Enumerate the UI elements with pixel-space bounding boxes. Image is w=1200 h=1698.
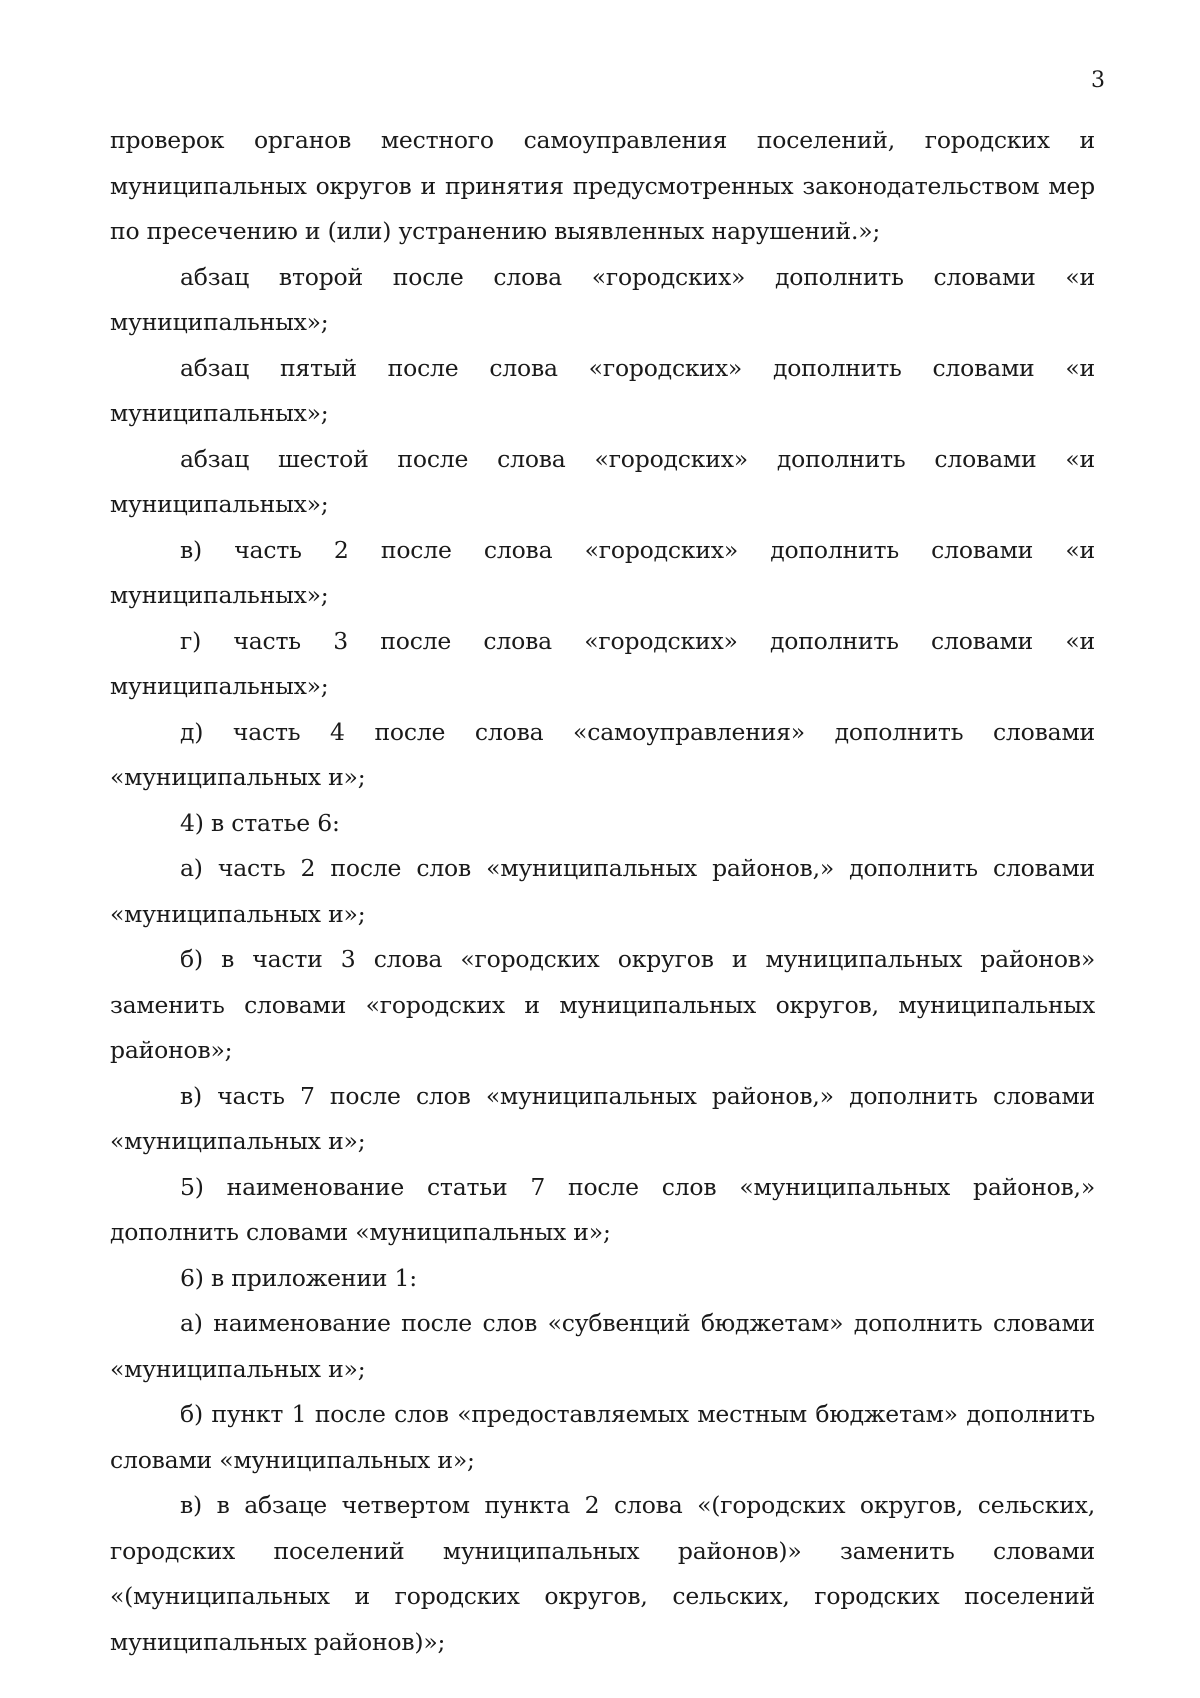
page-number: 3	[1091, 68, 1105, 93]
paragraph: абзац второй после слова «городских» дополнить словами «и муниципальных»;	[110, 262, 1095, 336]
paragraph: д) часть 4 после слова «самоуправления» дополнить словами «муниципальных и»;	[110, 717, 1095, 791]
paragraph: в) часть 2 после слова «городских» дополнить словами «и муниципальных»;	[110, 535, 1095, 609]
document-body	[110, 118, 1095, 1665]
paragraph: а) часть 2 после слов «муниципальных районов,» дополнить словами «муниципальных и»;	[110, 854, 1095, 928]
paragraph: г) часть 3 после слова «городских» дополнить словами «и муниципальных»;	[110, 626, 1095, 700]
paragraph: б) в части 3 слова «городских округов и муниципальных районов» заменить словами «городских и муниципальных округов, муниципальных районов»;	[110, 945, 1095, 1064]
paragraph: в) в абзаце четвертом пункта 2 слова «(городских округов, сельских, городских поселений муниципальных районов)» заменить словами «(муниципальных и городских округов, сельских, городских поселений муниципальных районов)»;	[110, 1491, 1095, 1656]
paragraph: 5) наименование статьи 7 после слов «муниципальных районов,» дополнить словами «муниципальных и»;	[110, 1172, 1095, 1246]
paragraph: абзац пятый после слова «городских» дополнить словами «и муниципальных»;	[110, 353, 1095, 427]
paragraph: абзац шестой после слова «городских» дополнить словами «и муниципальных»;	[110, 444, 1095, 518]
paragraph: б) пункт 1 после слов «предоставляемых местным бюджетам» дополнить словами «муниципальных и»;	[110, 1400, 1095, 1474]
paragraph: а) наименование после слов «субвенций бюджетам» дополнить словами «муниципальных и»;	[110, 1309, 1095, 1383]
paragraph: в) часть 7 после слов «муниципальных районов,» дополнить словами «муниципальных и»;	[110, 1081, 1095, 1155]
paragraph: 6) в приложении 1:	[180, 1263, 417, 1292]
paragraph: 4) в статье 6:	[180, 808, 340, 837]
paragraph: проверок органов местного самоуправления поселений, городских и муниципальных округов и принятия предусмотренных законодательством мер по пресечению и (или) устранению выявленных нарушений.»;	[110, 126, 1095, 245]
